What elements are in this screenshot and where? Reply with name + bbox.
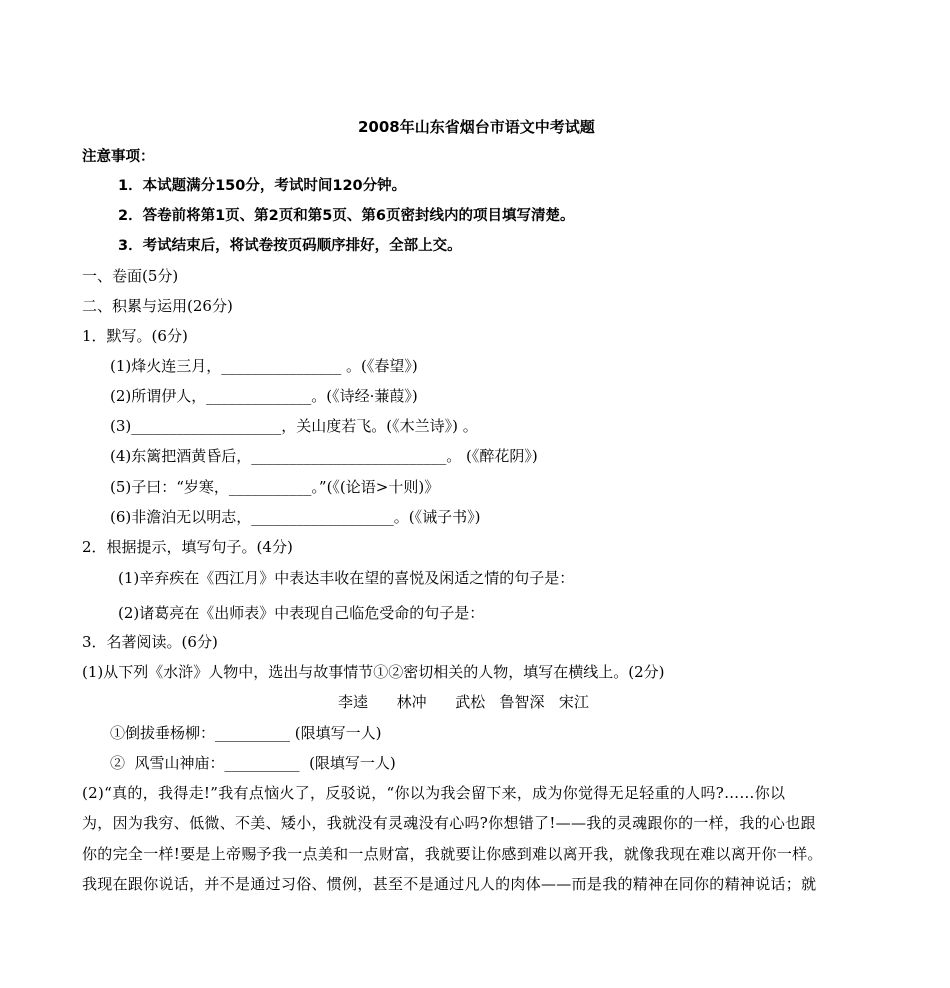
passage-line: 你的完全一样!要是上帝赐予我一点美和一点财富，我就要让你感到难以离开我，就像我现在难以离开你一样。 <box>82 845 823 863</box>
question-item: (5)子曰：“岁寒，___________。”(《(论语>十则)》 <box>110 478 440 496</box>
section-heading: 二、积累与运用(26分) <box>82 297 233 315</box>
question-item: (4)东篱把酒黄昏后，__________________________。 (《醉花阴》) <box>110 447 538 465</box>
passage-line: 为，因为我穷、低微、不美、矮小，我就没有灵魂没有心吗?你想错了!——我的灵魂跟你的一样，我的心也跟 <box>82 814 816 832</box>
notice-heading: 注意事项： <box>82 149 155 165</box>
passage-line: 我现在跟你说话，并不是通过习俗、惯例，甚至不是通过凡人的肉体——而是我的精神在同你的精神说话；就 <box>82 875 817 893</box>
question-item: (1)烽火连三月，________________ 。(《春望》) <box>110 357 418 375</box>
notice-item: 2．答卷前将第1页、第2页和第5页、第6页密封线内的项目填写清楚。 <box>118 208 575 224</box>
question-heading: 3．名著阅读。(6分) <box>82 633 218 651</box>
notice-item: 1．本试题满分150分，考试时间120分钟。 <box>118 178 407 194</box>
page-title: 2008年山东省烟台市语文中考试题 <box>358 118 595 136</box>
question-item: (2)所谓伊人，______________。(《诗经·蒹葭》) <box>110 387 418 405</box>
question-item: (6)非澹泊无以明志，___________________。(《诫子书》) <box>110 508 481 526</box>
question-item: (3)____________________，关山度若飞。(《木兰诗》) 。 <box>110 417 478 435</box>
question-heading: 1．默写。(6分) <box>82 327 188 345</box>
section-heading: 一、卷面(5分) <box>82 267 179 285</box>
notice-item: 3．考试结束后，将试卷按页码顺序排好，全部上交。 <box>118 238 462 254</box>
question-item: (1)从下列《水浒》人物中，选出与故事情节①②密切相关的人物，填写在横线上。(2分) <box>82 663 665 681</box>
question-item: (1)辛弃疾在《西江月》中表达丰收在望的喜悦及闲适之情的句子是： <box>118 569 575 587</box>
question-item: (2)诸葛亮在《出师表》中表现自己临危受命的句子是： <box>118 604 485 622</box>
fill-blank: ①倒拔垂杨柳：__________ (限填写一人) <box>110 724 382 742</box>
fill-blank: ② 风雪山神庙：__________ (限填写一人) <box>110 754 396 772</box>
question-heading: 2．根据提示，填写句子。(4分) <box>82 538 293 556</box>
passage-line: (2)“真的，我得走!”我有点恼火了，反驳说，“你以为我会留下来，成为你觉得无足轻重的人吗?……你以 <box>82 784 786 802</box>
character-list: 李逵 林冲 武松 鲁智深 宋江 <box>338 693 589 711</box>
